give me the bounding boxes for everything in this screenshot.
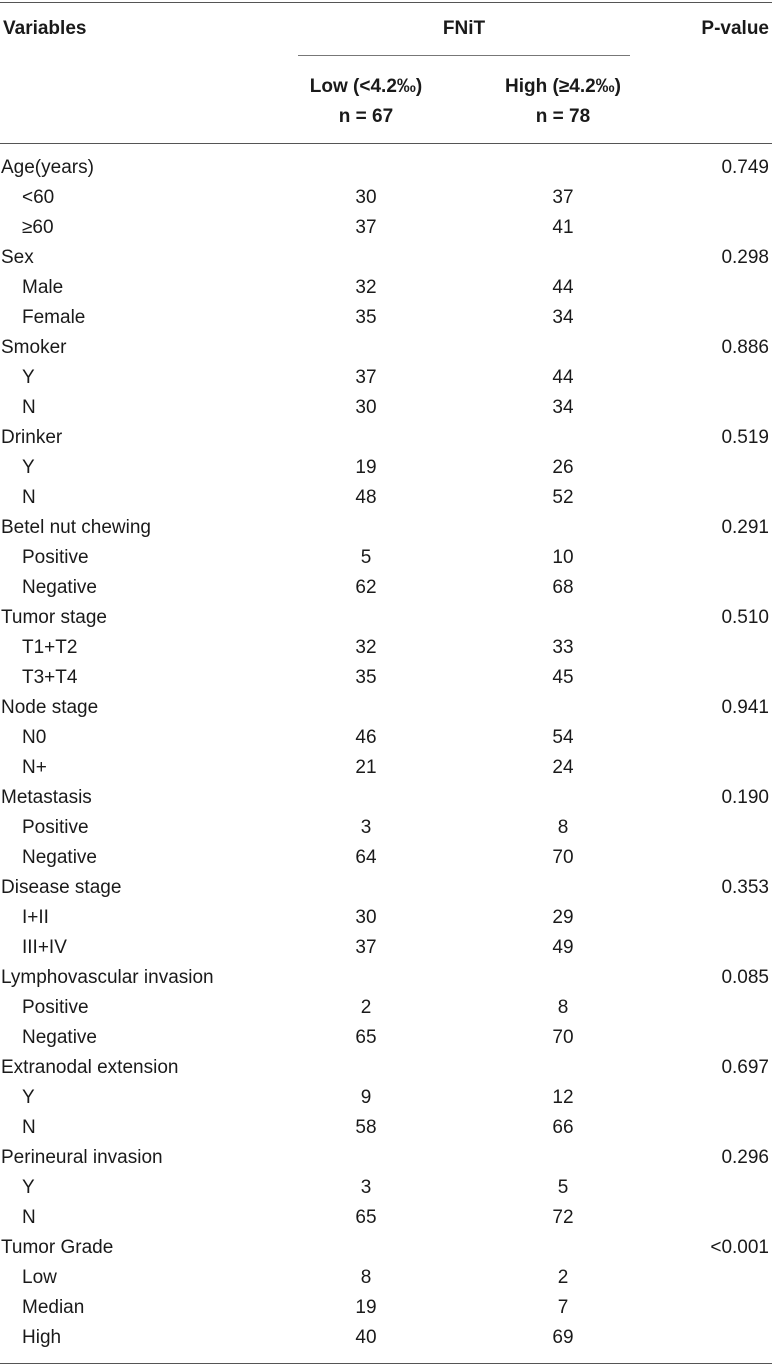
row-p-value: 0.190 bbox=[721, 787, 769, 808]
row-label: Node stage bbox=[1, 697, 99, 718]
row-high-count: 44 bbox=[552, 367, 574, 388]
table-bottom-rule bbox=[0, 1363, 772, 1364]
row-high-count: 34 bbox=[552, 307, 574, 328]
row-high-count: 66 bbox=[552, 1117, 574, 1138]
row-high-count: 54 bbox=[552, 727, 574, 748]
row-label: Negative bbox=[22, 1027, 97, 1048]
row-label: Disease stage bbox=[1, 877, 122, 898]
row-label: <60 bbox=[22, 187, 55, 208]
row-low-count: 21 bbox=[355, 757, 377, 778]
row-label: Female bbox=[22, 307, 86, 328]
row-p-value: 0.749 bbox=[721, 157, 769, 178]
row-high-count: 8 bbox=[557, 997, 569, 1018]
table-subrow bbox=[0, 723, 772, 753]
row-high-count: 24 bbox=[552, 757, 574, 778]
table-subrow bbox=[0, 753, 772, 783]
table-subrow bbox=[0, 663, 772, 693]
row-high-count: 41 bbox=[552, 217, 574, 238]
table-subrow bbox=[0, 543, 772, 573]
table-subrow bbox=[0, 843, 772, 873]
table-category-row bbox=[0, 783, 772, 813]
table-category-row bbox=[0, 243, 772, 273]
row-low-count: 46 bbox=[355, 727, 377, 748]
row-low-count: 2 bbox=[360, 997, 372, 1018]
row-low-count: 58 bbox=[355, 1117, 377, 1138]
table-subrow bbox=[0, 1323, 772, 1353]
row-low-count: 65 bbox=[355, 1027, 377, 1048]
row-low-count: 32 bbox=[355, 637, 377, 658]
row-p-value: 0.941 bbox=[721, 697, 769, 718]
table-subrow bbox=[0, 1263, 772, 1293]
row-label: Betel nut chewing bbox=[1, 517, 151, 538]
row-p-value: 0.886 bbox=[721, 337, 769, 358]
table-subrow bbox=[0, 993, 772, 1023]
row-low-count: 9 bbox=[360, 1087, 372, 1108]
row-label: Lymphovascular invasion bbox=[1, 967, 214, 988]
table-subrow bbox=[0, 1173, 772, 1203]
row-high-count: 45 bbox=[552, 667, 574, 688]
row-high-count: 72 bbox=[552, 1207, 574, 1228]
row-high-count: 26 bbox=[552, 457, 574, 478]
table-subrow bbox=[0, 573, 772, 603]
row-label: N bbox=[22, 1207, 36, 1228]
table-category-row bbox=[0, 1233, 772, 1263]
row-label: N0 bbox=[22, 727, 47, 748]
row-p-value: 0.296 bbox=[721, 1147, 769, 1168]
table-subrow bbox=[0, 363, 772, 393]
row-label: Tumor Grade bbox=[1, 1237, 114, 1258]
row-p-value: 0.291 bbox=[721, 517, 769, 538]
row-high-count: 69 bbox=[552, 1327, 574, 1348]
row-low-count: 3 bbox=[360, 1177, 372, 1198]
row-high-count: 68 bbox=[552, 577, 574, 598]
row-p-value: 0.353 bbox=[721, 877, 769, 898]
row-high-count: 37 bbox=[552, 187, 574, 208]
row-p-value: 0.085 bbox=[721, 967, 769, 988]
table-header-rule bbox=[0, 143, 772, 144]
table-subrow bbox=[0, 903, 772, 933]
table-category-row bbox=[0, 153, 772, 183]
row-high-count: 12 bbox=[552, 1087, 574, 1108]
row-p-value: <0.001 bbox=[710, 1237, 769, 1258]
header-high-group bbox=[463, 72, 663, 132]
row-low-count: 19 bbox=[355, 1297, 377, 1318]
row-low-count: 30 bbox=[355, 187, 377, 208]
row-low-count: 30 bbox=[355, 397, 377, 418]
row-low-count: 35 bbox=[355, 667, 377, 688]
row-label: III+IV bbox=[22, 937, 67, 958]
row-high-count: 33 bbox=[552, 637, 574, 658]
table-subrow bbox=[0, 1203, 772, 1233]
row-p-value: 0.519 bbox=[721, 427, 769, 448]
row-label: ≥60 bbox=[22, 217, 54, 238]
row-low-count: 3 bbox=[360, 817, 372, 838]
table-category-row bbox=[0, 693, 772, 723]
row-label: High bbox=[22, 1327, 62, 1348]
table-subrow bbox=[0, 1023, 772, 1053]
row-low-count: 8 bbox=[360, 1267, 372, 1288]
row-low-count: 62 bbox=[355, 577, 377, 598]
row-label: Smoker bbox=[1, 337, 67, 358]
row-high-count: 10 bbox=[552, 547, 574, 568]
row-low-count: 35 bbox=[355, 307, 377, 328]
row-label: N bbox=[22, 487, 36, 508]
table-category-row bbox=[0, 963, 772, 993]
row-low-count: 37 bbox=[355, 937, 377, 958]
header-low-count: n = 67 bbox=[338, 106, 394, 127]
table-category-row bbox=[0, 513, 772, 543]
row-label: N+ bbox=[22, 757, 47, 778]
row-low-count: 64 bbox=[355, 847, 377, 868]
row-label: T1+T2 bbox=[22, 637, 78, 658]
header-high-count: n = 78 bbox=[535, 106, 591, 127]
row-label: Y bbox=[22, 1177, 35, 1198]
row-high-count: 70 bbox=[552, 1027, 574, 1048]
table-subrow bbox=[0, 393, 772, 423]
row-high-count: 49 bbox=[552, 937, 574, 958]
table-subrow bbox=[0, 273, 772, 303]
table-category-row bbox=[0, 1143, 772, 1173]
row-label: N bbox=[22, 1117, 36, 1138]
row-label: Positive bbox=[22, 547, 89, 568]
row-label: Extranodal extension bbox=[1, 1057, 179, 1078]
row-label: Median bbox=[22, 1297, 85, 1318]
row-low-count: 19 bbox=[355, 457, 377, 478]
row-low-count: 5 bbox=[360, 547, 372, 568]
row-label: Y bbox=[22, 367, 35, 388]
table-subrow bbox=[0, 183, 772, 213]
table-category-row bbox=[0, 873, 772, 903]
header-variables: Variables bbox=[3, 18, 87, 39]
row-low-count: 48 bbox=[355, 487, 377, 508]
row-label: Sex bbox=[1, 247, 34, 268]
table-category-row bbox=[0, 603, 772, 633]
row-high-count: 7 bbox=[557, 1297, 569, 1318]
row-low-count: 40 bbox=[355, 1327, 377, 1348]
row-high-count: 8 bbox=[557, 817, 569, 838]
row-label: Drinker bbox=[1, 427, 63, 448]
header-low-group bbox=[266, 72, 466, 132]
row-low-count: 32 bbox=[355, 277, 377, 298]
row-label: Age(years) bbox=[1, 157, 94, 178]
row-label: Positive bbox=[22, 997, 89, 1018]
header-fnit: FNiT bbox=[442, 18, 486, 39]
table-subrow bbox=[0, 303, 772, 333]
row-label: Negative bbox=[22, 577, 97, 598]
row-label: Y bbox=[22, 1087, 35, 1108]
row-high-count: 70 bbox=[552, 847, 574, 868]
row-label: Male bbox=[22, 277, 64, 298]
table-subrow bbox=[0, 933, 772, 963]
header-high-threshold: High (≥4.2‰) bbox=[505, 76, 621, 97]
table-subrow bbox=[0, 483, 772, 513]
table-subrow bbox=[0, 1113, 772, 1143]
table-category-row bbox=[0, 423, 772, 453]
table-subrow bbox=[0, 1083, 772, 1113]
row-low-count: 37 bbox=[355, 217, 377, 238]
table-subrow bbox=[0, 1293, 772, 1323]
table-subrow bbox=[0, 453, 772, 483]
row-p-value: 0.298 bbox=[721, 247, 769, 268]
row-low-count: 37 bbox=[355, 367, 377, 388]
row-low-count: 30 bbox=[355, 907, 377, 928]
row-low-count: 65 bbox=[355, 1207, 377, 1228]
row-label: Positive bbox=[22, 817, 89, 838]
row-label: N bbox=[22, 397, 36, 418]
table-subrow bbox=[0, 813, 772, 843]
row-p-value: 0.697 bbox=[721, 1057, 769, 1078]
row-high-count: 29 bbox=[552, 907, 574, 928]
fnit-group-rule bbox=[298, 55, 630, 56]
row-high-count: 2 bbox=[557, 1267, 569, 1288]
row-label: Perineural invasion bbox=[1, 1147, 163, 1168]
row-high-count: 34 bbox=[552, 397, 574, 418]
table-subrow bbox=[0, 633, 772, 663]
row-label: Y bbox=[22, 457, 35, 478]
table-top-rule bbox=[0, 2, 772, 3]
header-low-threshold: Low (<4.2‰) bbox=[309, 76, 423, 97]
row-label: Low bbox=[22, 1267, 57, 1288]
header-pvalue: P-value bbox=[701, 18, 769, 39]
row-label: Tumor stage bbox=[1, 607, 107, 628]
table-category-row bbox=[0, 1053, 772, 1083]
row-high-count: 44 bbox=[552, 277, 574, 298]
row-label: Negative bbox=[22, 847, 97, 868]
table-category-row bbox=[0, 333, 772, 363]
row-high-count: 5 bbox=[557, 1177, 569, 1198]
row-label: T3+T4 bbox=[22, 667, 78, 688]
table-body bbox=[0, 153, 772, 1353]
row-high-count: 52 bbox=[552, 487, 574, 508]
row-label: I+II bbox=[22, 907, 49, 928]
row-p-value: 0.510 bbox=[721, 607, 769, 628]
table-subrow bbox=[0, 213, 772, 243]
row-label: Metastasis bbox=[1, 787, 92, 808]
